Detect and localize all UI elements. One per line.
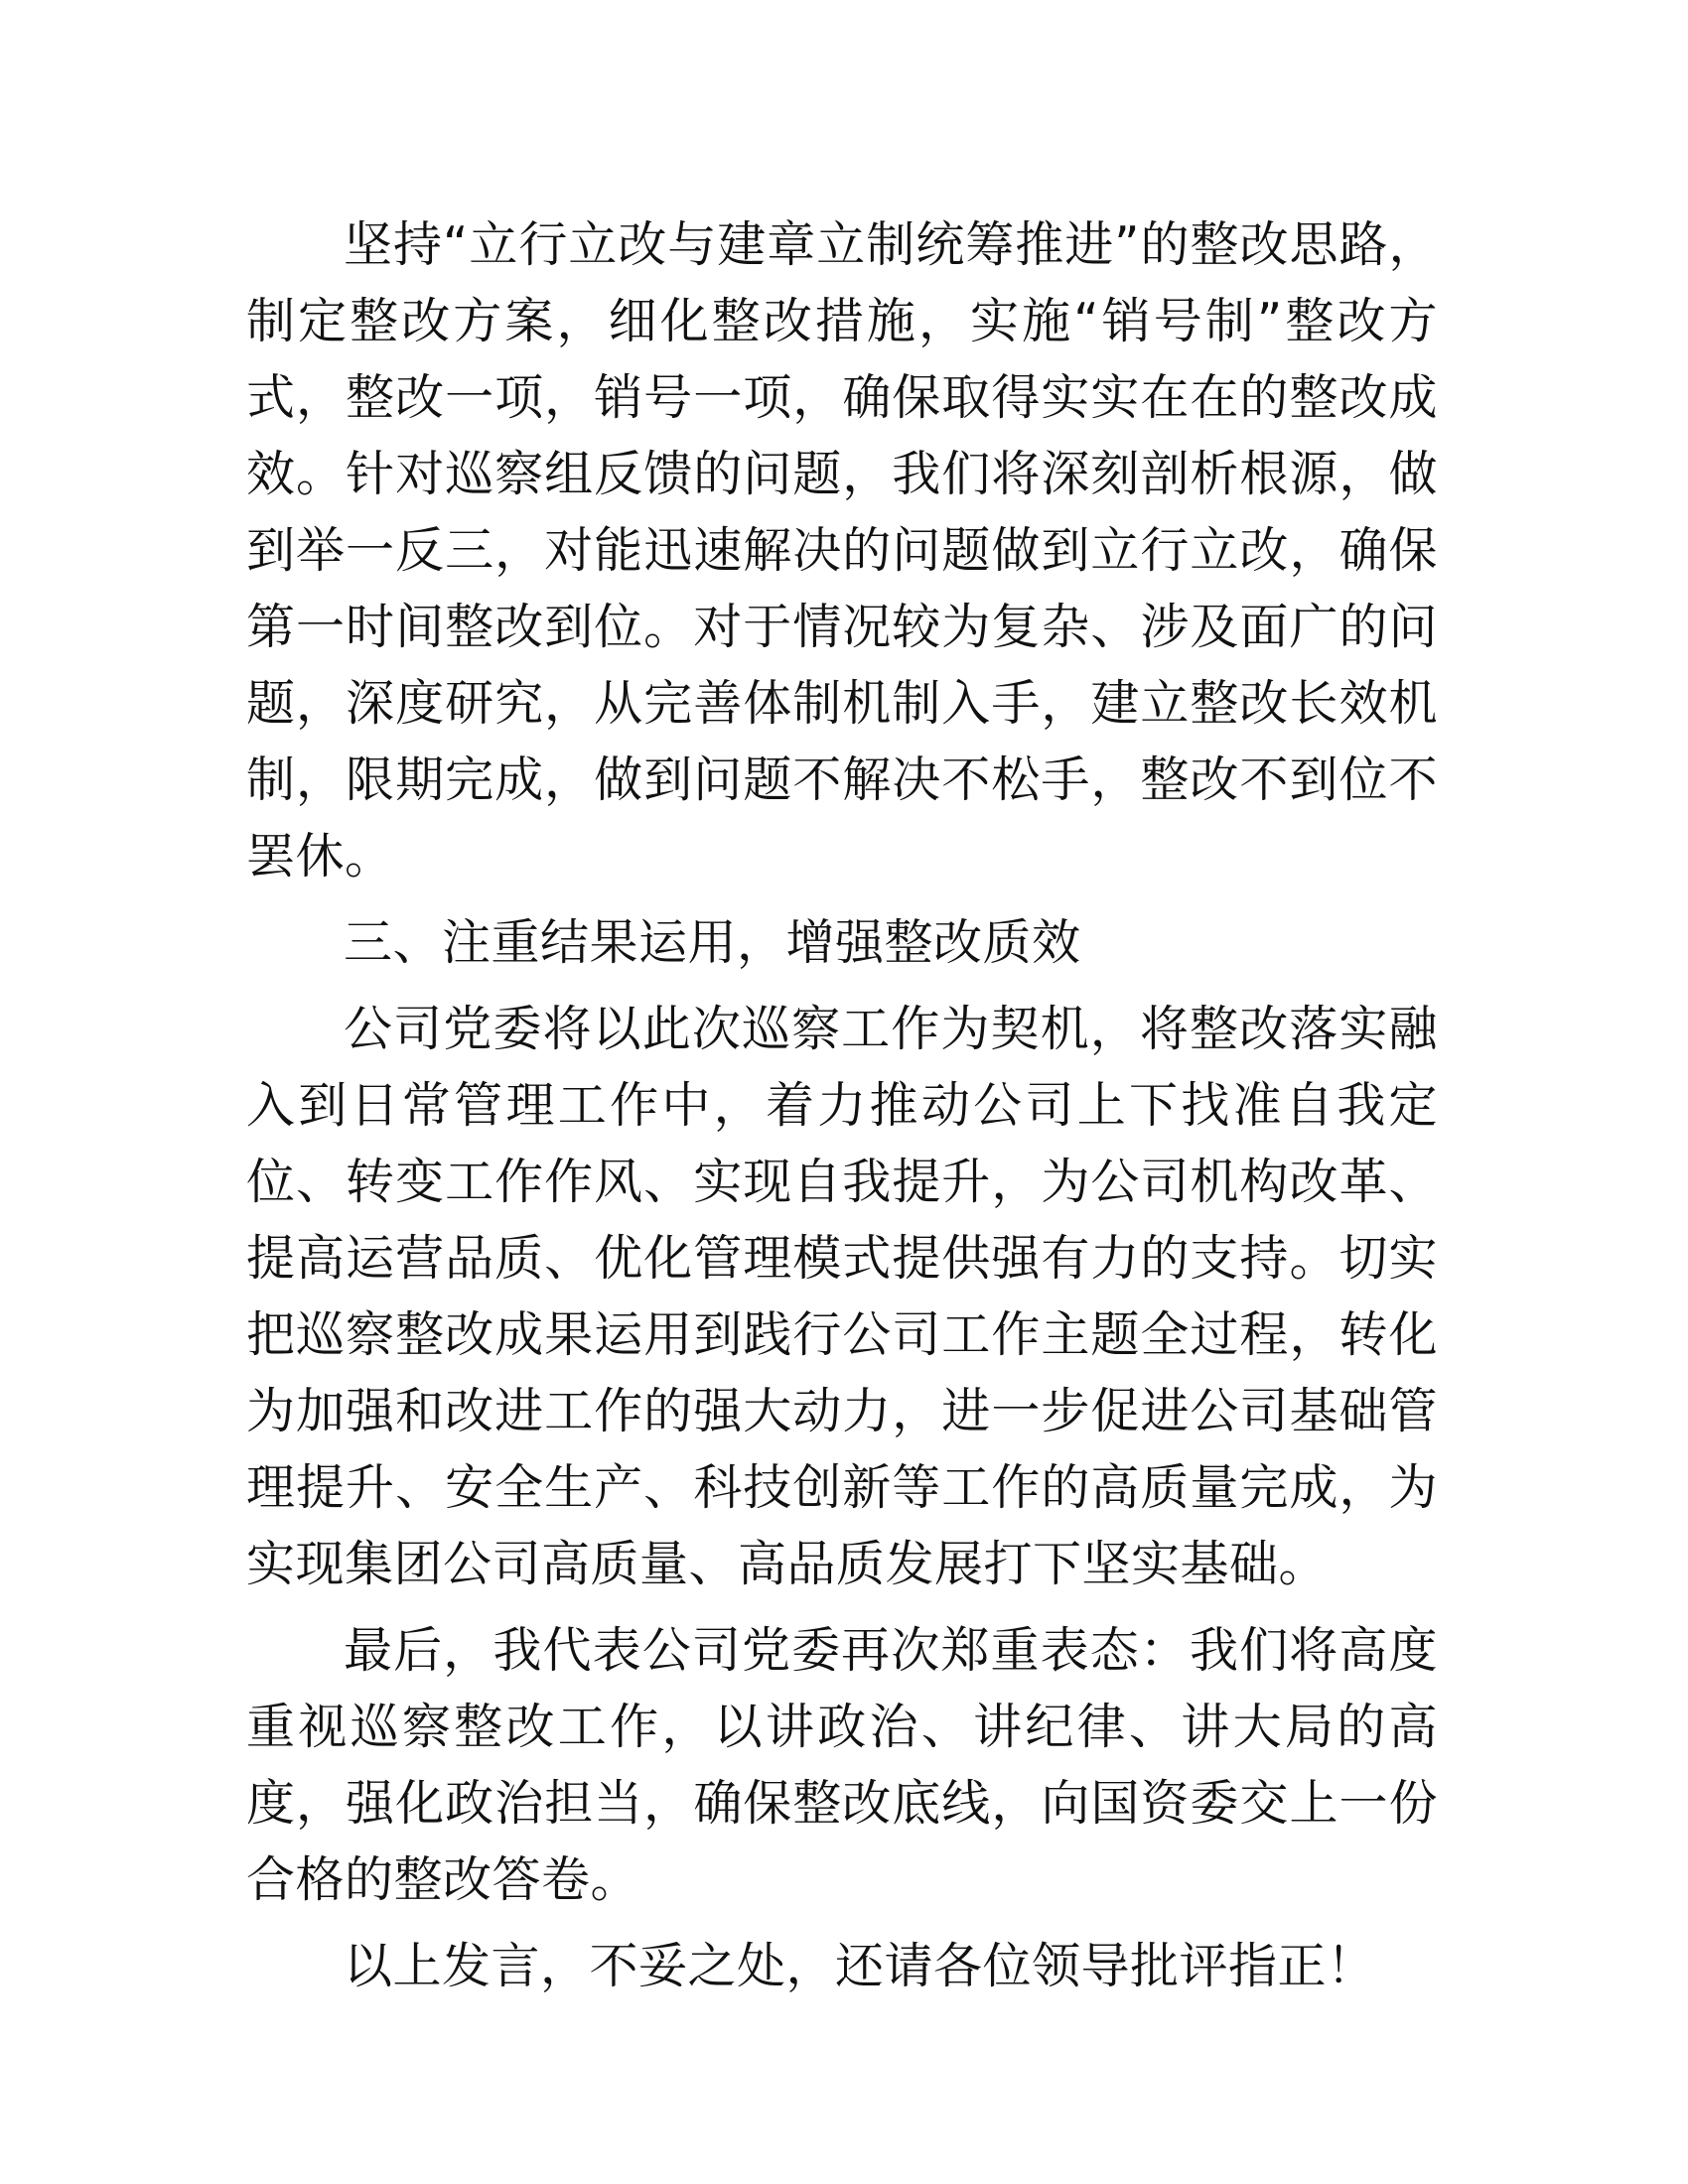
paragraph-closing-statement: 最后，我代表公司党委再次郑重表态：我们将高度重视巡察整改工作，以讲政治、讲纪律、讲大局的高度，强化政治担当，确保整改底线，向国资委交上一份合格的整改答卷。: [246, 1622, 1438, 1908]
paragraph-results-application: 公司党委将以此次巡察工作为契机，将整改落实融入到日常管理工作中，着力推动公司上下找准自我定位、转变工作作风、实现自我提升，为公司机构改革、提高运营品质、优化管理模式提供强有力的支持。切实把巡察整改成果运用到践行公司工作主题全过程，转化为加强和改进工作的强大动力，进一步促进公司基础管理提升、安全生产、科技创新等工作的高质量完成，为实现集团公司高质量、高品质发展打下坚实基础。: [246, 1001, 1438, 1592]
paragraph-rectification-approach: 坚持“立行立改与建章立制统筹推进”的整改思路，制定整改方案，细化整改措施，实施“销号制”整改方式，整改一项，销号一项，确保取得实实在在的整改成效。针对巡察组反馈的问题，我们将深刻剖析根源，做到举一反三，对能迅速解决的问题做到立行立改，确保第一时间整改到位。对于情况较为复杂、涉及面广的问题，深度研究，从完善体制机制入手，建立整改长效机制，限期完成，做到问题不解决不松手，整改不到位不罢休。: [246, 216, 1438, 885]
paragraph-final-remark: 以上发言，不妥之处，还请各位领导批评指正！: [344, 1938, 1376, 1994]
document-body: [246, 206, 1438, 2014]
section-heading-three: 三、注重结果运用，增强整改质效: [344, 914, 1081, 971]
